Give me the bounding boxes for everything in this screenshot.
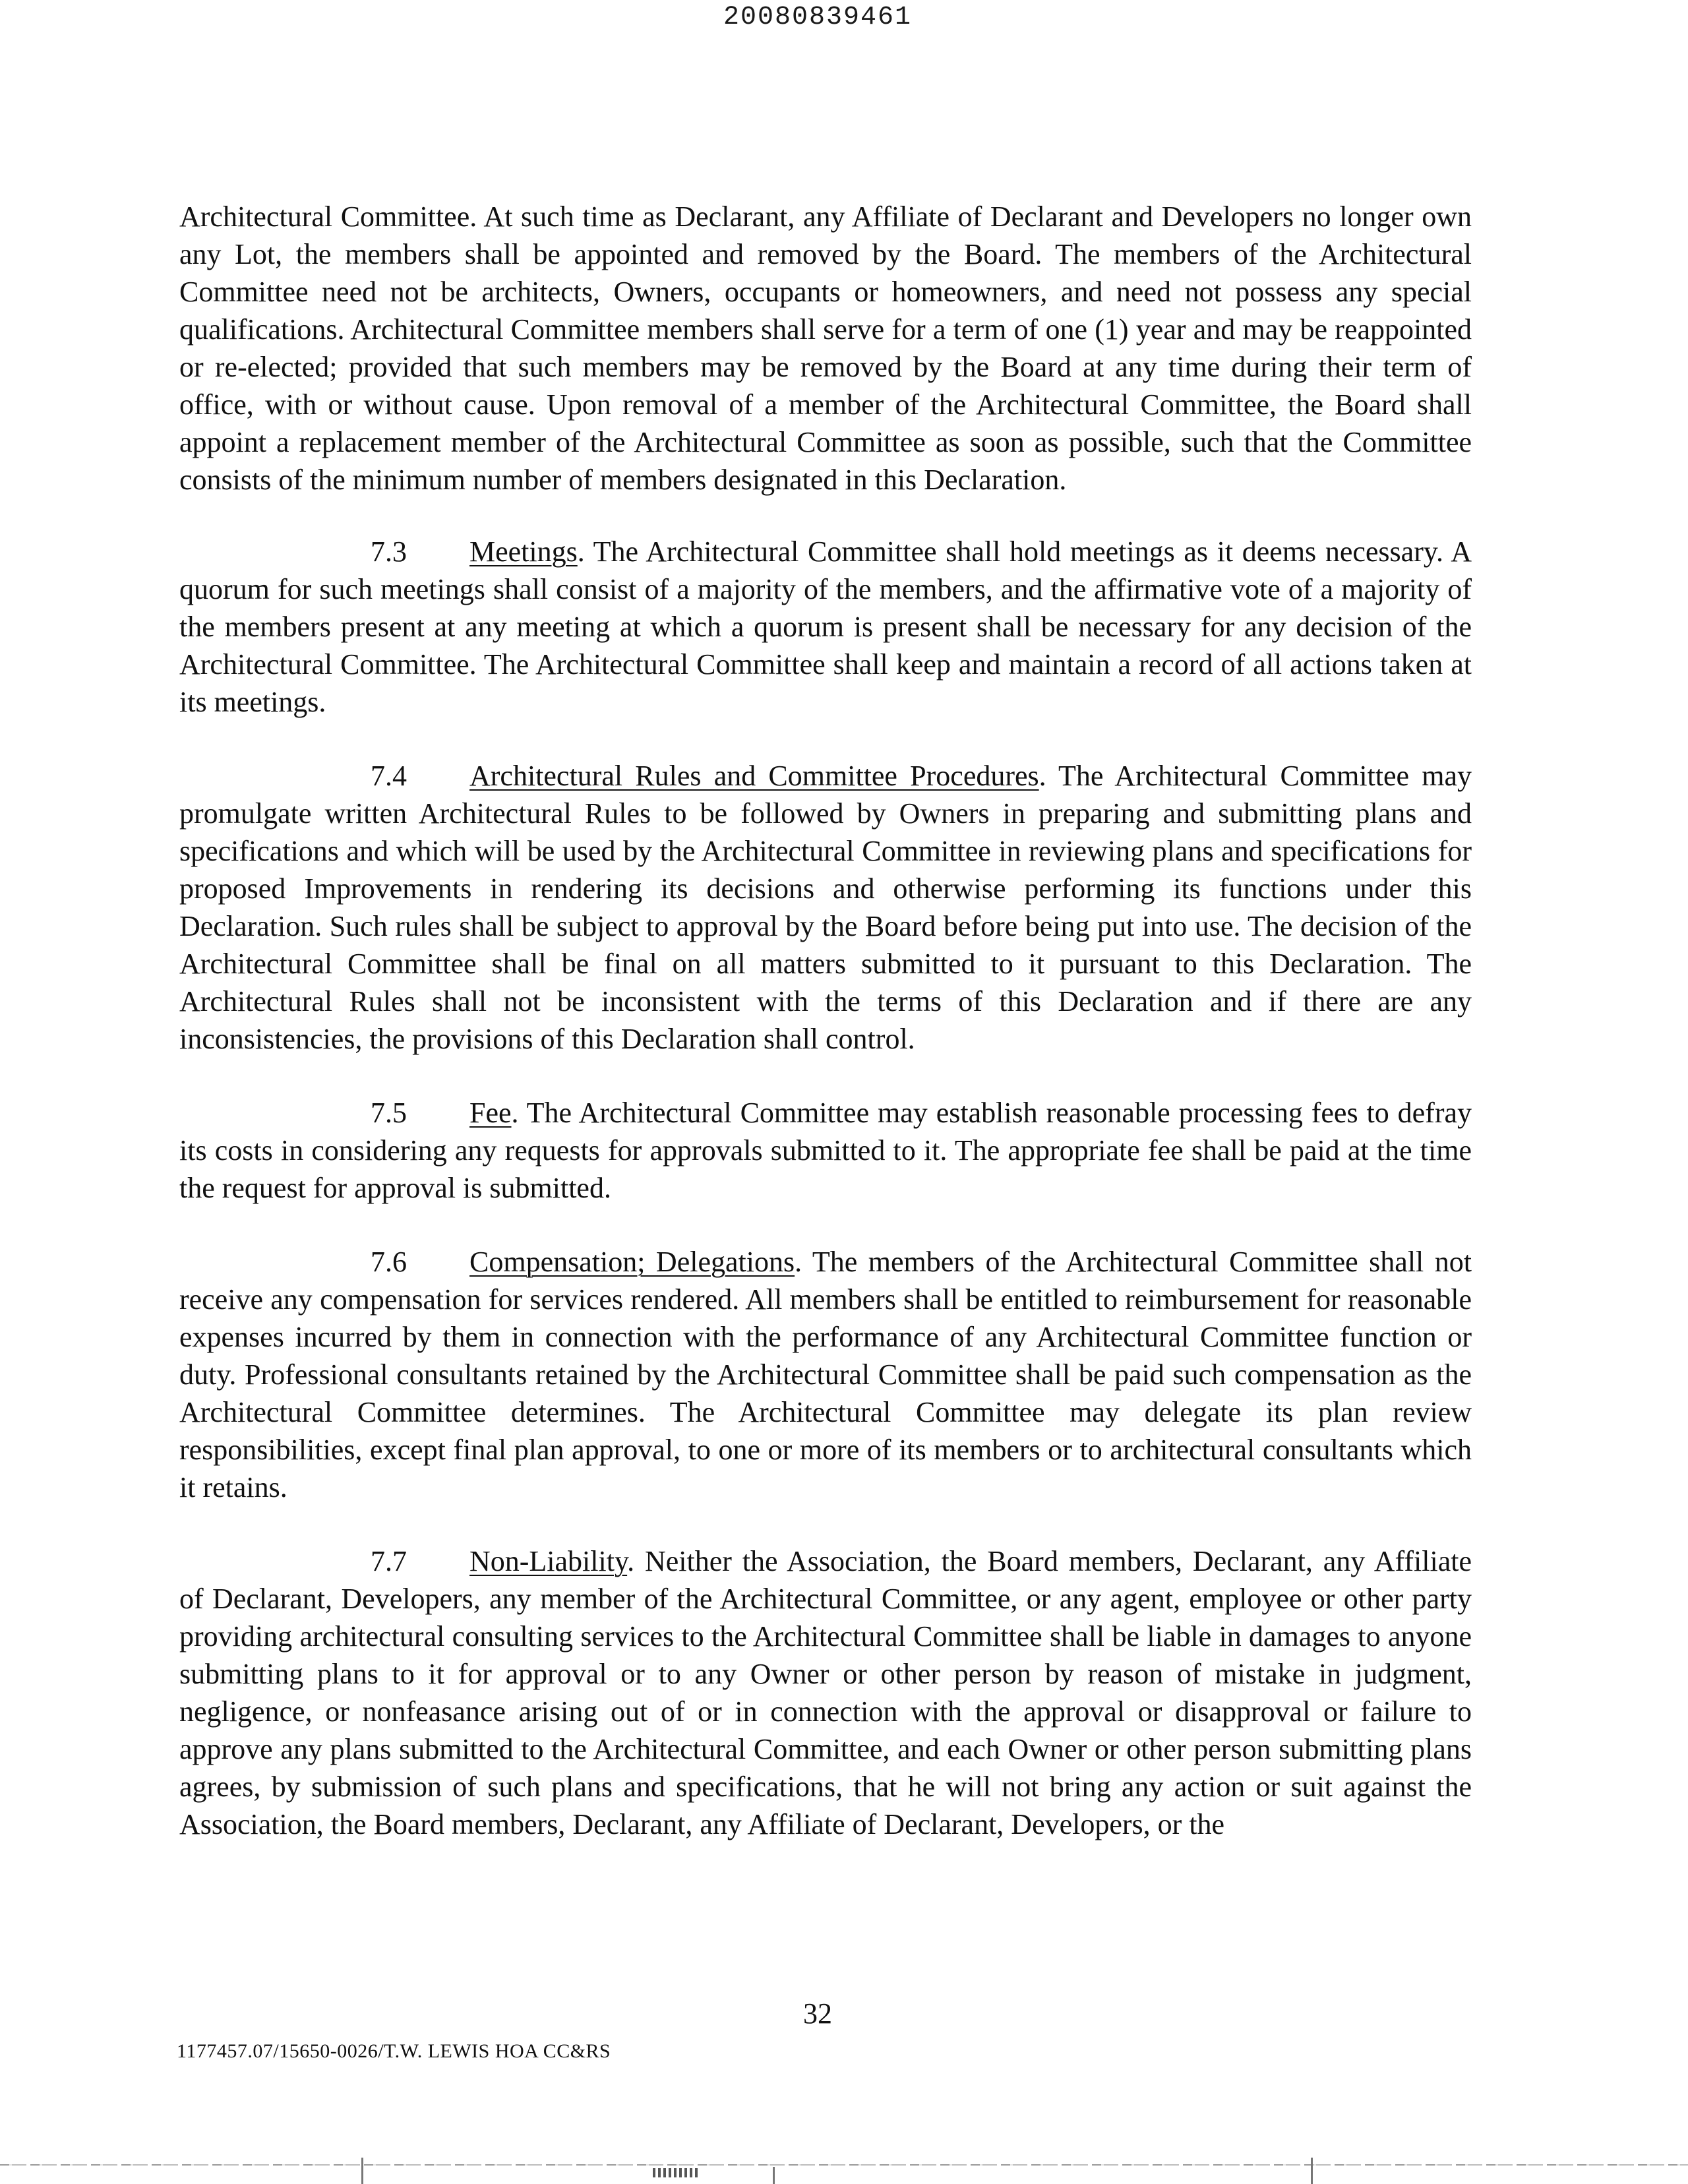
section-text: . The Architectural Committee shall hold meetings as it deems necessary. A quorum for such meetings shall consist of a majority of the members, and the affirmative vote of a majority of the members present at any meeting at which a quorum is present shall be necessary for any decision of the Architectural Committee. The Architectural Committee shall keep and maintain a record of all actions taken at its meetings.	[179, 535, 1472, 718]
section-heading: Non-Liability	[469, 1545, 628, 1577]
section-text: . The members of the Architectural Committee shall not receive any compensation for services rendered. All members shall be entitled to reimbursement for reasonable expenses incurred by them in connection with the performance of any Architectural Committee function or duty. Professional consultants retained by the Architectural Committee shall be paid such compensation as the Architectural Committee determines. The Architectural Committee may delegate its plan review responsibilities, except final plan approval, to one or more of its members or to architectural consultants which it retains.	[179, 1246, 1472, 1503]
document-body	[179, 198, 1472, 1879]
section-number: 7.3	[371, 535, 407, 568]
scan-artifact-block	[653, 2168, 699, 2177]
section-text: . Neither the Association, the Board members, Declarant, any Affiliate of Declarant, Developers, any member of the Architectural Committee, or any agent, employee or other party providing architectural consulting services to the Architectural Committee shall be liable in damages to anyone submitting plans to it for approval or to any Owner or other person by reason of mistake in judgment, negligence, or nonfeasance arising out of or in connection with the approval or disapproval or failure to approve any plans submitted to the Architectural Committee, and each Owner or other person submitting plans agrees, by submission of such plans and specifications, that he will not bring any action or suit against the Association, the Board members, Declarant, any Affiliate of Declarant, Developers, or the	[179, 1545, 1472, 1840]
section-7-6	[179, 1243, 1472, 1506]
footer-document-id: 1177457.07/15650-0026/T.W. LEWIS HOA CC&RS	[177, 2040, 611, 2062]
section-text: . The Architectural Committee may promulgate written Architectural Rules to be followed by Owners in preparing and submitting plans and specifications and which will be used by the Architectural Committee in reviewing plans and specifications for proposed Improvements in rendering its decisions and otherwise performing its functions under this Declaration. Such rules shall be subject to approval by the Board before being put into use. The decision of the Architectural Committee shall be final on all matters submitted to it pursuant to this Declaration. The Architectural Rules shall not be inconsistent with the terms of this Declaration and if there are any inconsistencies, the provisions of this Declaration shall control.	[179, 760, 1472, 1055]
section-number: 7.5	[371, 1097, 407, 1129]
section-7-4	[179, 757, 1472, 1058]
section-text: . The Architectural Committee may establish reasonable processing fees to defray its costs in considering any requests for approvals submitted to it. The appropriate fee shall be paid at the time the request for approval is submitted.	[179, 1097, 1472, 1204]
scan-artifact-mark	[773, 2167, 775, 2184]
scan-artifact-mark	[1311, 2158, 1313, 2184]
page-number: 32	[803, 1997, 832, 2030]
scan-artifact-mark	[361, 2158, 363, 2184]
section-number: 7.6	[371, 1246, 407, 1278]
section-number: 7.7	[371, 1545, 407, 1577]
intro-paragraph: Architectural Committee. At such time as Declarant, any Affiliate of Declarant and Developers no longer own any Lot, the members shall be appointed and removed by the Board. The members of the Architectural Committee need not be architects, Owners, occupants or homeowners, and need not possess any special qualifications. Architectural Committee members shall serve for a term of one (1) year and may be reappointed or re-elected; provided that such members may be removed by the Board at any time during their term of office, with or without cause. Upon removal of a member of the Architectural Committee, the Board shall appoint a replacement member of the Architectural Committee as soon as possible, such that the Committee consists of the minimum number of members designated in this Declaration.	[179, 200, 1472, 496]
section-heading: Architectural Rules and Committee Procedures	[469, 760, 1039, 792]
section-7-5	[179, 1094, 1472, 1207]
scan-artifact-line	[0, 2164, 1688, 2166]
section-number: 7.4	[371, 760, 407, 792]
recording-number: 20080839461	[723, 3, 913, 32]
section-7-7	[179, 1542, 1472, 1843]
section-heading: Meetings	[469, 535, 578, 568]
section-7-3	[179, 533, 1472, 721]
section-heading: Fee	[469, 1097, 512, 1129]
section-heading: Compensation; Delegations	[469, 1246, 795, 1278]
